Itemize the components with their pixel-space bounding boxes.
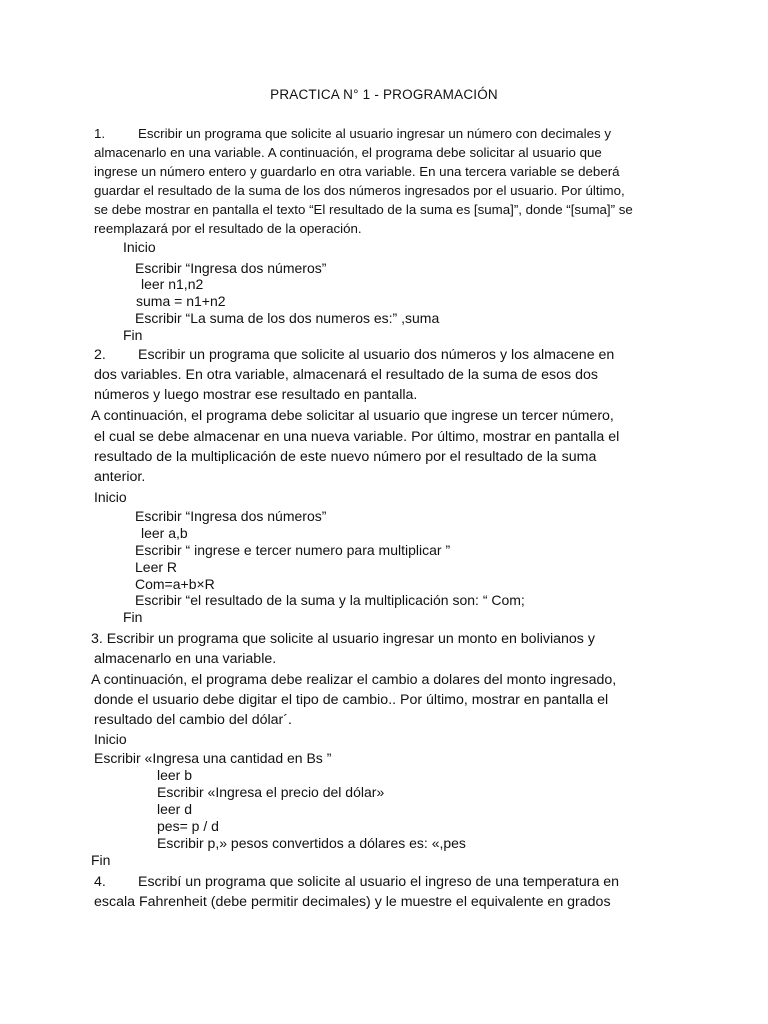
ex2-line-0 — [94, 345, 614, 365]
ex3-code-1: Escribir «Ingresa una cantidad en Bs ” — [94, 750, 332, 766]
ex1-number: 1. — [94, 126, 106, 141]
ex3-line-2: A continuación, el programa debe realizar el cambio a dolares del monto ingresado, — [91, 672, 617, 688]
ex2-code-3: Escribir “ ingrese e tercer numero para multiplicar ” — [135, 542, 451, 558]
ex2-code-5: Com=a+b×R — [135, 576, 215, 592]
ex3-line-3: donde el usuario debe digitar el tipo de cambio.. Por último, mostrar en pantalla el — [94, 692, 609, 708]
ex2-line-2: números y luego mostrar ese resultado en pantalla. — [94, 387, 418, 403]
ex3-code-0: Inicio — [94, 731, 127, 747]
ex1-line-1: almacenarlo en una variable. A continuación, el programa debe solicitar al usuario que — [94, 145, 602, 160]
ex1-code-3: suma = n1+n2 — [136, 293, 226, 309]
ex4-line-0 — [94, 872, 619, 892]
ex3-line-0: 3. Escribir un programa que solicite al usuario ingresar un monto en bolivianos y — [91, 631, 595, 647]
ex2-line-5: resultado de la multiplicación de este nuevo número por el resultado de la suma — [94, 449, 597, 465]
ex2-code-6: Escribir “el resultado de la suma y la multiplicación son: “ Com; — [135, 592, 525, 608]
ex1-code-2: leer n1,n2 — [141, 276, 204, 292]
ex3-code-7: Fin — [91, 852, 111, 868]
ex1-line-3: guardar el resultado de la suma de los dos números ingresados por el usuario. Por último, — [94, 183, 625, 198]
ex1-code-4: Escribir “La suma de los dos numeros es:” ,suma — [135, 310, 440, 326]
ex4-text-0: Escribí un programa que solicite al usuario el ingreso de una temperatura en — [138, 874, 620, 890]
ex3-code-2: leer b — [157, 767, 193, 783]
ex3-code-4: leer d — [157, 801, 193, 817]
ex2-number: 2. — [94, 347, 106, 363]
ex1-text-0: Escribir un programa que solicite al usuario ingresar un número con decimales y — [138, 126, 612, 141]
ex2-text-0: Escribir un programa que solicite al usuario dos números y los almacene en — [138, 347, 615, 363]
ex4-line-1: escala Fahrenheit (debe permitir decimales) y le muestre el equivalente en grados — [94, 894, 611, 910]
ex3-code-5: pes= p / d — [157, 818, 219, 834]
ex2-code-0: Inicio — [94, 489, 127, 505]
ex2-line-1: dos variables. En otra variable, almacenará el resultado de la suma de esos dos — [94, 367, 598, 383]
ex1-line-0 — [94, 124, 611, 143]
document-title: PRACTICA N° 1 - PROGRAMACIÓN — [270, 87, 498, 102]
ex4-number: 4. — [94, 874, 106, 890]
ex3-code-6: Escribir p,» pesos convertidos a dólares es: «,pes — [157, 835, 466, 851]
ex1-line-4: se debe mostrar en pantalla el texto “El resultado de la suma es [suma]”, donde “[suma]” se — [94, 202, 633, 217]
ex2-line-3: A continuación, el programa debe solicitar al usuario que ingrese un tercer número, — [91, 408, 614, 424]
ex1-code-1: Escribir “Ingresa dos números” — [135, 260, 327, 276]
ex1-code-5: Fin — [123, 327, 143, 343]
ex3-code-3: Escribir «Ingresa el precio del dólar» — [157, 784, 385, 800]
ex3-line-4: resultado del cambio del dólar´. — [94, 712, 292, 728]
ex2-code-4: Leer R — [135, 559, 178, 575]
ex2-line-4: el cual se debe almacenar en una nueva variable. Por último, mostrar en pantalla el — [94, 429, 620, 445]
ex2-code-2: leer a,b — [141, 525, 188, 541]
ex1-code-0: Inicio — [123, 239, 156, 255]
ex3-line-1: almacenarlo en una variable. — [94, 651, 277, 667]
ex1-line-5: reemplazará por el resultado de la operación. — [94, 221, 362, 236]
ex1-line-2: ingrese un número entero y guardarlo en otra variable. En una tercera variable se deberá — [94, 164, 620, 179]
ex2-code-7: Fin — [123, 609, 143, 625]
ex2-line-6: anterior. — [94, 469, 146, 485]
ex2-code-1: Escribir “Ingresa dos números” — [135, 508, 327, 524]
